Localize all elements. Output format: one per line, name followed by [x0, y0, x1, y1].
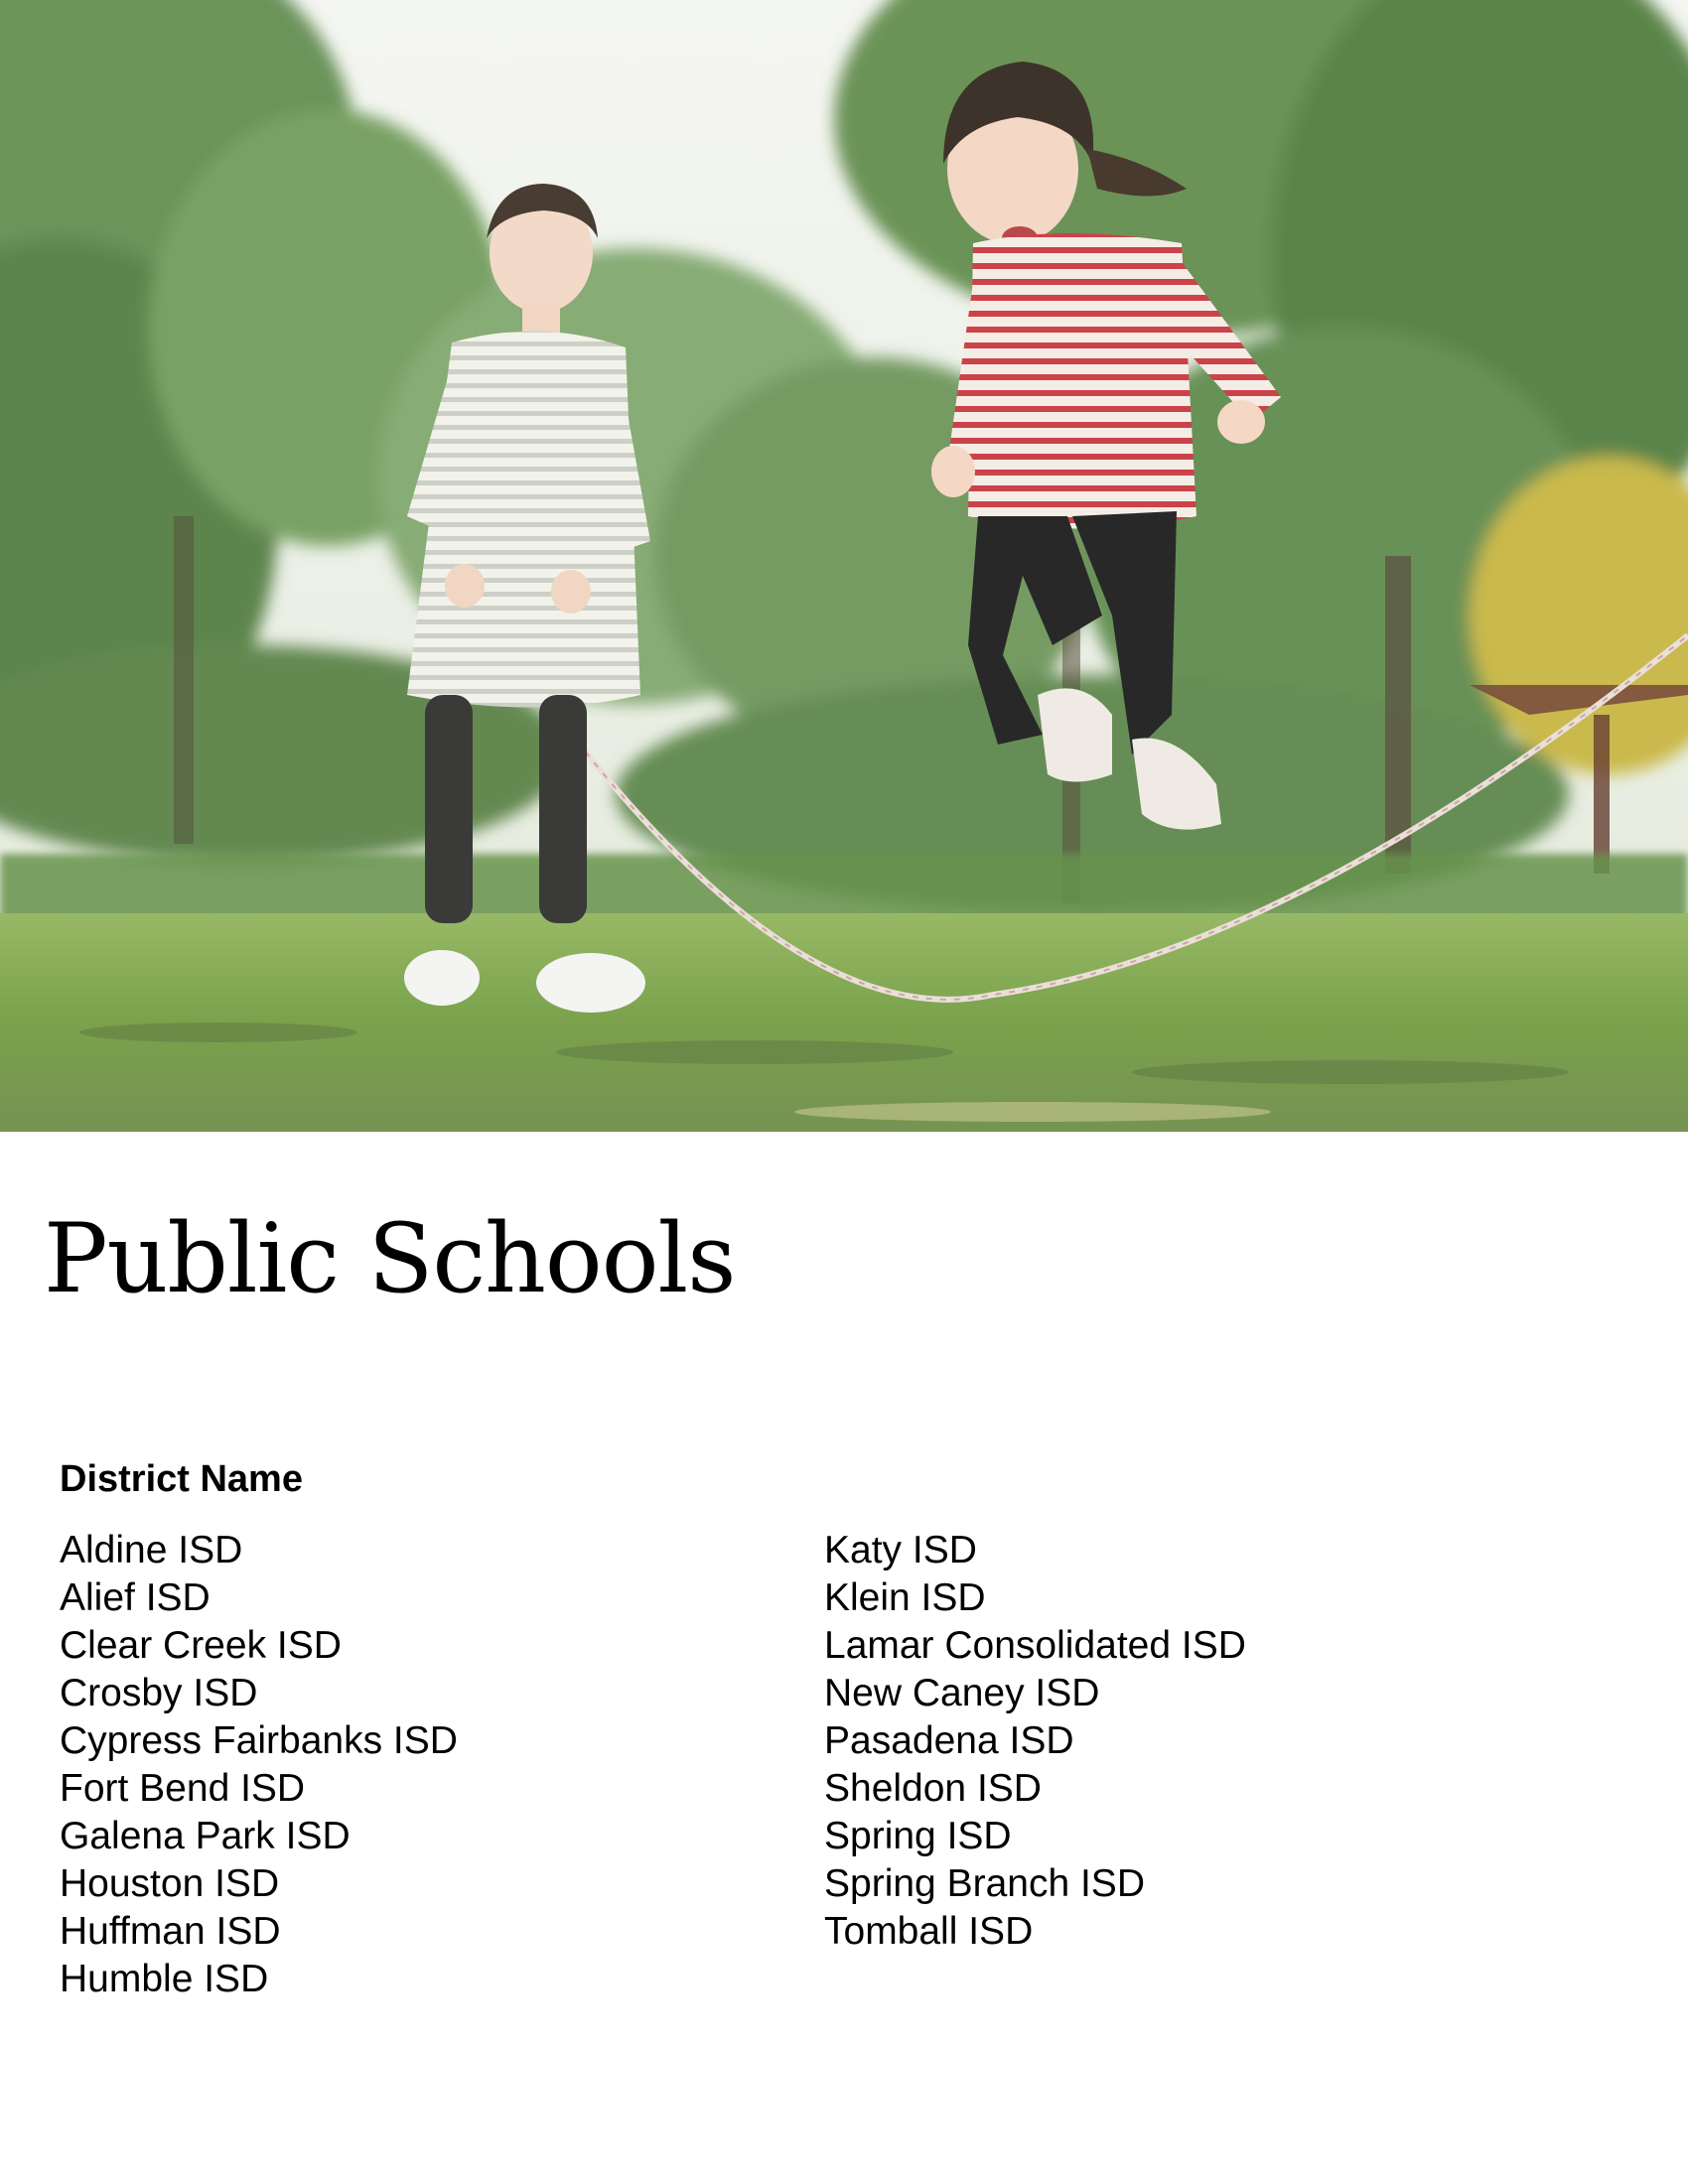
district-item: Crosby ISD	[60, 1672, 258, 1714]
district-item: Houston ISD	[60, 1862, 280, 1905]
district-item: Pasadena ISD	[824, 1719, 1074, 1762]
page-title: Public Schools	[44, 1203, 736, 1314]
district-item: Spring Branch ISD	[824, 1862, 1145, 1905]
district-list-header: District Name	[60, 1458, 303, 1500]
district-item: Sheldon ISD	[824, 1767, 1042, 1810]
district-item: Cypress Fairbanks ISD	[60, 1719, 458, 1762]
district-item: Humble ISD	[60, 1958, 269, 2000]
district-item: Aldine ISD	[60, 1529, 243, 1571]
district-item: Galena Park ISD	[60, 1815, 351, 1857]
district-item: Spring ISD	[824, 1815, 1012, 1857]
district-item: Klein ISD	[824, 1576, 986, 1619]
district-item: Fort Bend ISD	[60, 1767, 306, 1810]
district-item: Alief ISD	[60, 1576, 211, 1619]
district-item: Clear Creek ISD	[60, 1624, 342, 1667]
district-list-right	[824, 1527, 1246, 1956]
district-item: Huffman ISD	[60, 1910, 281, 1953]
district-item: Tomball ISD	[824, 1910, 1034, 1953]
district-item: New Caney ISD	[824, 1672, 1100, 1714]
district-item: Lamar Consolidated ISD	[824, 1624, 1246, 1667]
district-item: Katy ISD	[824, 1529, 977, 1571]
district-list-left	[60, 1527, 458, 2003]
